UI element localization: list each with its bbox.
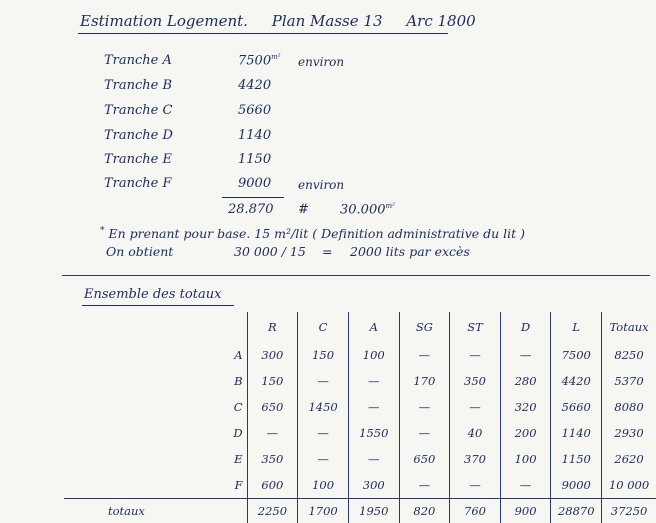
title-part-arc: Arc 1800: [406, 12, 475, 30]
tranche-value: 5660: [238, 103, 271, 118]
table-cell: 1550: [348, 420, 399, 446]
tranche-unit: m²: [271, 53, 280, 61]
column-header: A: [348, 312, 399, 342]
note-line-2-label: On obtient: [106, 244, 173, 259]
table-cell: 5370: [602, 368, 656, 394]
column-header: SG: [399, 312, 450, 342]
note-line-1: [100, 226, 525, 241]
table-cell: 8080: [602, 394, 656, 420]
table-cell: —: [450, 394, 501, 420]
page-title: [80, 12, 476, 30]
table-cell: 200: [500, 420, 551, 446]
sum-underline: [222, 197, 284, 198]
table-cell: —: [298, 368, 349, 394]
tranche-value-number: 7500: [238, 53, 271, 68]
table-cell: 40: [450, 420, 501, 446]
column-header: R: [247, 312, 298, 342]
table-cell: 1450: [298, 394, 349, 420]
row-label: E: [64, 446, 247, 472]
table-cell: 150: [298, 342, 349, 368]
totals-label: totaux: [64, 499, 247, 523]
total-cell: 28870: [551, 499, 602, 523]
title-underline: [78, 33, 448, 34]
section-title: Ensemble des totaux: [84, 287, 221, 302]
table-cell: 350: [247, 446, 298, 472]
table-cell: 280: [500, 368, 551, 394]
header-corner: [64, 312, 247, 342]
title-part-estimation: Estimation Logement.: [80, 12, 248, 30]
table-cell: —: [450, 342, 501, 368]
table-cell: 9000: [551, 472, 602, 499]
note-line-2-result: 2000 lits par excès: [350, 244, 470, 259]
total-cell: 760: [450, 499, 501, 523]
table-cell: —: [298, 446, 349, 472]
table-cell: 300: [247, 342, 298, 368]
tranche-label: Tranche B: [104, 78, 172, 93]
note-line-2-calc: 30 000 / 15: [234, 244, 306, 259]
table-cell: 100: [348, 342, 399, 368]
tranche-label: Tranche F: [104, 176, 172, 191]
total-cell: 1700: [298, 499, 349, 523]
total-cell: 900: [500, 499, 551, 523]
row-label: B: [64, 368, 247, 394]
sum-rounded: [340, 202, 395, 217]
table-cell: —: [399, 394, 450, 420]
total-cell: 37250: [602, 499, 656, 523]
totals-table: [64, 312, 656, 523]
column-header: L: [551, 312, 602, 342]
tranche-value: [238, 53, 281, 68]
column-header: Totaux: [602, 312, 656, 342]
table-cell: —: [399, 472, 450, 499]
table-header-row: [64, 312, 656, 342]
sum-unit: m²: [386, 202, 395, 210]
table-cell: —: [348, 394, 399, 420]
table-row: [64, 368, 656, 394]
table-cell: —: [500, 472, 551, 499]
total-cell: 1950: [348, 499, 399, 523]
table-cell: 350: [450, 368, 501, 394]
section-title-underline: [82, 305, 234, 306]
tranche-label: Tranche E: [104, 152, 172, 167]
row-label: F: [64, 472, 247, 499]
table-cell: —: [399, 420, 450, 446]
tranche-label: Tranche A: [104, 53, 172, 68]
table-cell: 100: [298, 472, 349, 499]
sum-total: 28.870: [228, 202, 274, 217]
tranche-value: 4420: [238, 78, 271, 93]
column-header: D: [500, 312, 551, 342]
approx-sign: #: [298, 202, 309, 217]
note-line-1-text: En prenant pour base. 15 m²/lit ( Definition administrative du lit ): [108, 226, 525, 241]
table-cell: 150: [247, 368, 298, 394]
tranche-label: Tranche D: [104, 128, 173, 143]
table-row: [64, 394, 656, 420]
table-cell: 4420: [551, 368, 602, 394]
table-cell: —: [500, 342, 551, 368]
table-cell: —: [450, 472, 501, 499]
table-cell: —: [298, 420, 349, 446]
tranche-label: Tranche C: [104, 103, 172, 118]
table-cell: 2620: [602, 446, 656, 472]
table-row: [64, 446, 656, 472]
table-cell: 8250: [602, 342, 656, 368]
row-label: D: [64, 420, 247, 446]
table-row: [64, 420, 656, 446]
note-line-2-eq: =: [322, 244, 332, 259]
table-cell: 5660: [551, 394, 602, 420]
table-cell: —: [399, 342, 450, 368]
table-cell: 650: [399, 446, 450, 472]
table-cell: 320: [500, 394, 551, 420]
table-cell: 10 000: [602, 472, 656, 499]
tranche-value: 9000: [238, 176, 271, 191]
table-cell: 650: [247, 394, 298, 420]
tranche-note: environ: [298, 178, 344, 192]
column-header: C: [298, 312, 349, 342]
table-cell: 600: [247, 472, 298, 499]
tranche-note: environ: [298, 55, 344, 69]
totals-row: [64, 499, 656, 523]
asterisk-mark: *: [100, 226, 105, 236]
total-cell: 2250: [247, 499, 298, 523]
table-row: [64, 342, 656, 368]
sum-rounded-number: 30.000: [340, 202, 386, 217]
table-cell: —: [348, 368, 399, 394]
table-row: [64, 472, 656, 499]
tranche-value: 1150: [238, 152, 271, 167]
section-divider: [62, 275, 650, 276]
table-cell: —: [348, 446, 399, 472]
column-header: ST: [450, 312, 501, 342]
table-cell: —: [247, 420, 298, 446]
table-cell: 1150: [551, 446, 602, 472]
total-cell: 820: [399, 499, 450, 523]
table-cell: 2930: [602, 420, 656, 446]
table-cell: 100: [500, 446, 551, 472]
row-label: A: [64, 342, 247, 368]
table-cell: 370: [450, 446, 501, 472]
table-cell: 7500: [551, 342, 602, 368]
table-cell: 1140: [551, 420, 602, 446]
table-cell: 300: [348, 472, 399, 499]
title-part-plan: Plan Masse 13: [272, 12, 383, 30]
tranche-value: 1140: [238, 128, 271, 143]
table-cell: 170: [399, 368, 450, 394]
row-label: C: [64, 394, 247, 420]
